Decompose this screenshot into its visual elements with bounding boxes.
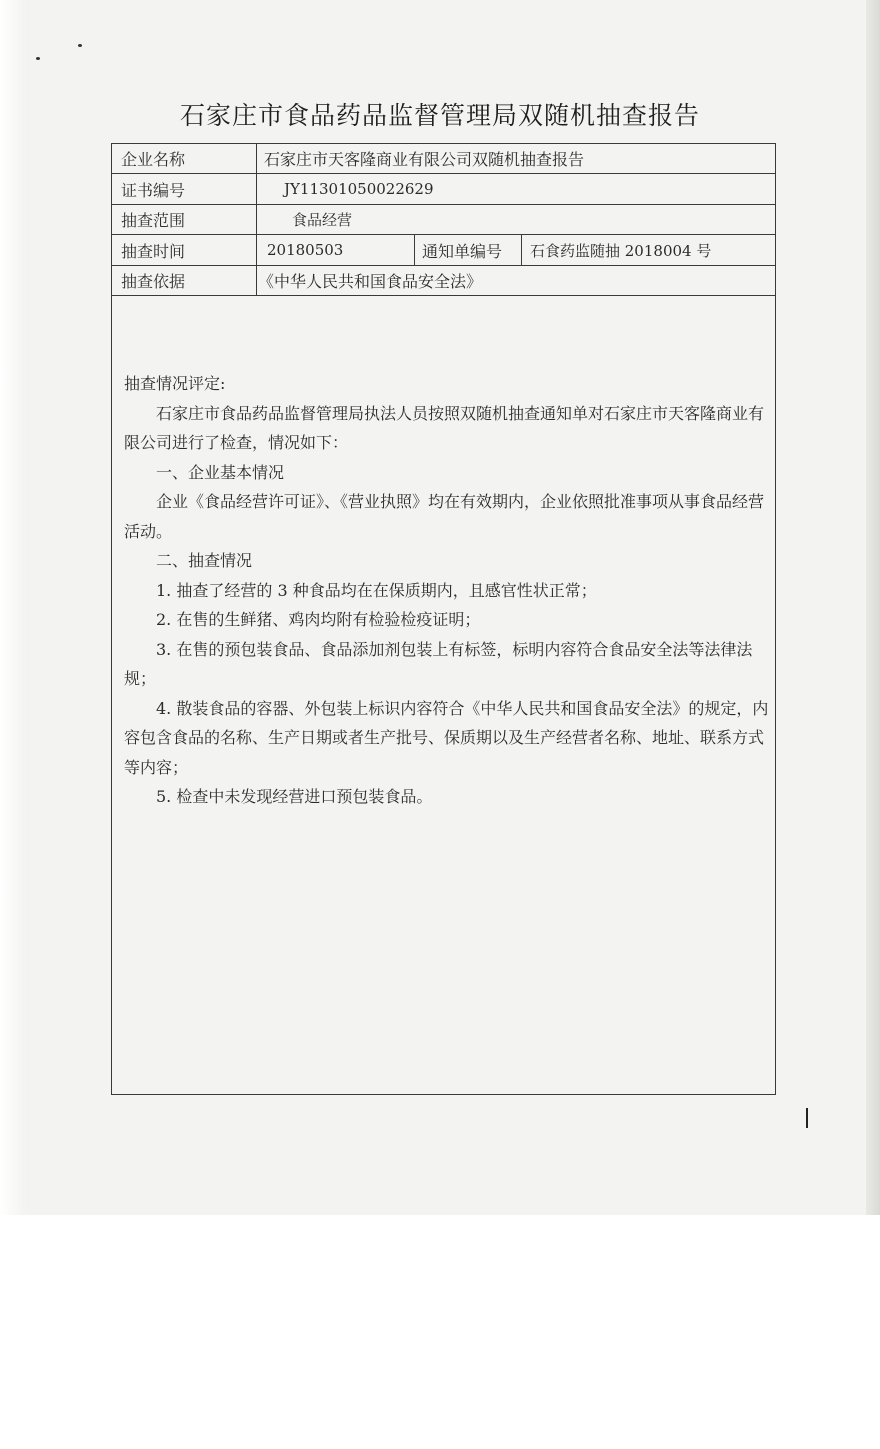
page-left-edge <box>0 0 26 1215</box>
cert-value: JY11301050022629 <box>284 180 434 198</box>
check-item: 3. 在售的预包装食品、食品添加剂包装上有标签，标明内容符合食品安全法等法律法规； <box>124 639 753 688</box>
evaluation-heading: 抽查情况评定: <box>124 374 226 393</box>
enterprise-label: 企业名称 <box>121 150 186 169</box>
report-table <box>111 143 776 1095</box>
column-divider <box>256 205 257 234</box>
section2-title: 二、抽查情况 <box>156 551 253 570</box>
time-label: 抽查时间 <box>121 241 186 261</box>
row-cert <box>112 174 775 205</box>
enterprise-value: 石家庄市天客隆商业有限公司双随机抽查报告 <box>264 150 585 169</box>
column-divider <box>256 174 257 204</box>
column-divider <box>414 235 415 265</box>
notice-label: 通知单编号 <box>422 241 503 261</box>
scan-mark <box>806 1108 808 1128</box>
scan-speck <box>78 44 82 47</box>
scan-speck <box>36 57 40 60</box>
row-enterprise <box>112 144 775 174</box>
scope-label: 抽查范围 <box>121 211 186 230</box>
cert-label: 证书编号 <box>121 180 186 200</box>
row-scope <box>112 205 775 235</box>
notice-value: 石食药监随抽 2018004 号 <box>530 241 712 260</box>
basis-value: 《中华人民共和国食品安全法》 <box>258 272 483 291</box>
row-time <box>112 235 775 266</box>
column-divider <box>256 235 257 265</box>
section1-text: 企业《食品经营许可证》、《营业执照》均在有效期内，企业依照批准事项从事食品经营活动。 <box>124 492 765 541</box>
check-item: 5. 检查中未发现经营进口预包装食品。 <box>156 787 433 806</box>
report-title: 石家庄市食品药品监督管理局双随机抽查报告 <box>179 101 700 130</box>
column-divider <box>256 144 257 173</box>
page-right-edge <box>866 0 880 1215</box>
evaluation-section <box>124 369 769 812</box>
check-item: 1. 抽查了经营的 3 种食品均在在保质期内，且感官性状正常； <box>156 580 597 600</box>
scope-value: 食品经营 <box>292 211 353 229</box>
time-value: 20180503 <box>267 241 344 259</box>
evaluation-intro: 石家庄市食品药品监督管理局执法人员按照双随机抽查通知单对石家庄市天客隆商业有限公司进行了检查，情况如下： <box>124 403 765 452</box>
row-basis <box>112 266 775 296</box>
column-divider <box>256 266 257 295</box>
check-item: 4. 散装食品的容器、外包装上标识内容符合《中华人民共和国食品安全法》的规定，内容包含食品的名称、生产日期或者生产批号、保质期以及生产经营者名称、地址、联系方式等内容； <box>124 698 769 777</box>
check-item: 2. 在售的生鲜猪、鸡肉均附有检验检疫证明； <box>156 610 481 629</box>
column-divider <box>521 235 522 265</box>
section1-title: 一、企业基本情况 <box>156 462 285 482</box>
basis-label: 抽查依据 <box>121 272 186 291</box>
